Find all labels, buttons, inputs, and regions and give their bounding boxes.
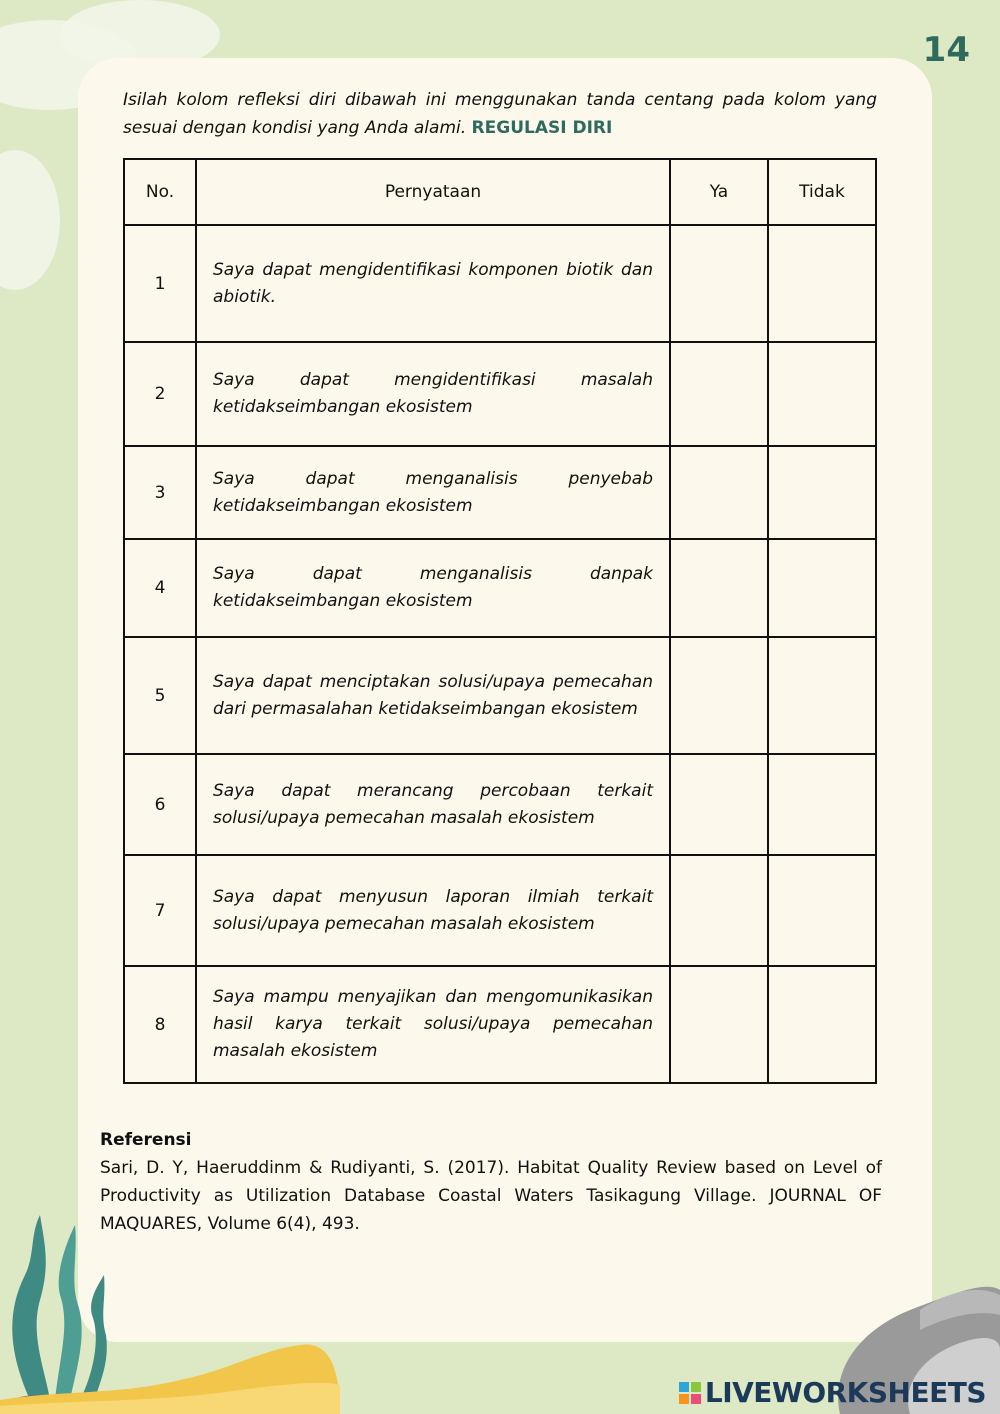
row-statement: Saya dapat mengidentifikasi masalah ketidakseimbangan ekosistem xyxy=(196,342,670,446)
row-number: 5 xyxy=(124,637,196,754)
instruction-body: Isilah kolom refleksi diri dibawah ini menggunakan tanda centang pada kolom yang sesuai dengan kondisi yang Anda alami. xyxy=(123,90,877,138)
liveworksheets-logo xyxy=(679,1376,986,1409)
no-checkbox-cell[interactable] xyxy=(768,446,876,539)
yes-checkbox-cell[interactable] xyxy=(670,754,768,855)
yes-checkbox-cell[interactable] xyxy=(670,225,768,342)
row-number: 2 xyxy=(124,342,196,446)
no-checkbox-cell[interactable] xyxy=(768,966,876,1083)
brand-icon xyxy=(679,1382,701,1404)
yes-checkbox-cell[interactable] xyxy=(670,446,768,539)
table-row xyxy=(124,539,876,637)
table-row xyxy=(124,855,876,966)
table-row xyxy=(124,342,876,446)
yes-checkbox-cell[interactable] xyxy=(670,539,768,637)
table-row xyxy=(124,754,876,855)
row-statement: Saya dapat menyusun laporan ilmiah terkait solusi/upaya pemecahan masalah ekosistem xyxy=(196,855,670,966)
instruction-text xyxy=(123,86,877,142)
row-statement: Saya mampu menyajikan dan mengomunikasikan hasil karya terkait solusi/upaya pemecahan masalah ekosistem xyxy=(196,966,670,1083)
yes-checkbox-cell[interactable] xyxy=(670,966,768,1083)
row-statement: Saya dapat menganalisis danpak ketidakseimbangan ekosistem xyxy=(196,539,670,637)
page-number: 14 xyxy=(922,30,970,70)
row-statement: Saya dapat menganalisis penyebab ketidakseimbangan ekosistem xyxy=(196,446,670,539)
table-row xyxy=(124,637,876,754)
table-header-row xyxy=(124,159,876,225)
header-no-answer: Tidak xyxy=(768,159,876,225)
row-number: 7 xyxy=(124,855,196,966)
row-number: 3 xyxy=(124,446,196,539)
no-checkbox-cell[interactable] xyxy=(768,637,876,754)
row-statement: Saya dapat menciptakan solusi/upaya pemecahan dari permasalahan ketidakseimbangan ekosistem xyxy=(196,637,670,754)
yes-checkbox-cell[interactable] xyxy=(670,855,768,966)
sand-illustration xyxy=(0,1340,340,1414)
row-number: 6 xyxy=(124,754,196,855)
reference-title: Referensi xyxy=(100,1130,192,1150)
section-label: REGULASI DIRI xyxy=(471,118,613,138)
no-checkbox-cell[interactable] xyxy=(768,225,876,342)
row-statement: Saya dapat mengidentifikasi komponen biotik dan abiotik. xyxy=(196,225,670,342)
no-checkbox-cell[interactable] xyxy=(768,754,876,855)
table-row xyxy=(124,966,876,1083)
reference-section xyxy=(100,1126,882,1238)
header-no: No. xyxy=(124,159,196,225)
yes-checkbox-cell[interactable] xyxy=(670,637,768,754)
yes-checkbox-cell[interactable] xyxy=(670,342,768,446)
no-checkbox-cell[interactable] xyxy=(768,342,876,446)
reference-text: Sari, D. Y, Haeruddinm & Rudiyanti, S. (2017). Habitat Quality Review based on Level of Productivity as Utilization Database Coastal Waters Tasikagung Village. JOURNAL OF MAQUARES, Volume 6(4), 493. xyxy=(100,1158,882,1234)
no-checkbox-cell[interactable] xyxy=(768,855,876,966)
brand-name: LIVEWORKSHEETS xyxy=(704,1376,986,1409)
row-number: 1 xyxy=(124,225,196,342)
row-number: 4 xyxy=(124,539,196,637)
background-cloud xyxy=(0,150,60,290)
header-statement: Pernyataan xyxy=(196,159,670,225)
row-number: 8 xyxy=(124,966,196,1083)
row-statement: Saya dapat merancang percobaan terkait solusi/upaya pemecahan masalah ekosistem xyxy=(196,754,670,855)
table-row xyxy=(124,446,876,539)
no-checkbox-cell[interactable] xyxy=(768,539,876,637)
header-yes: Ya xyxy=(670,159,768,225)
reflection-table xyxy=(123,158,877,1084)
table-row xyxy=(124,225,876,342)
